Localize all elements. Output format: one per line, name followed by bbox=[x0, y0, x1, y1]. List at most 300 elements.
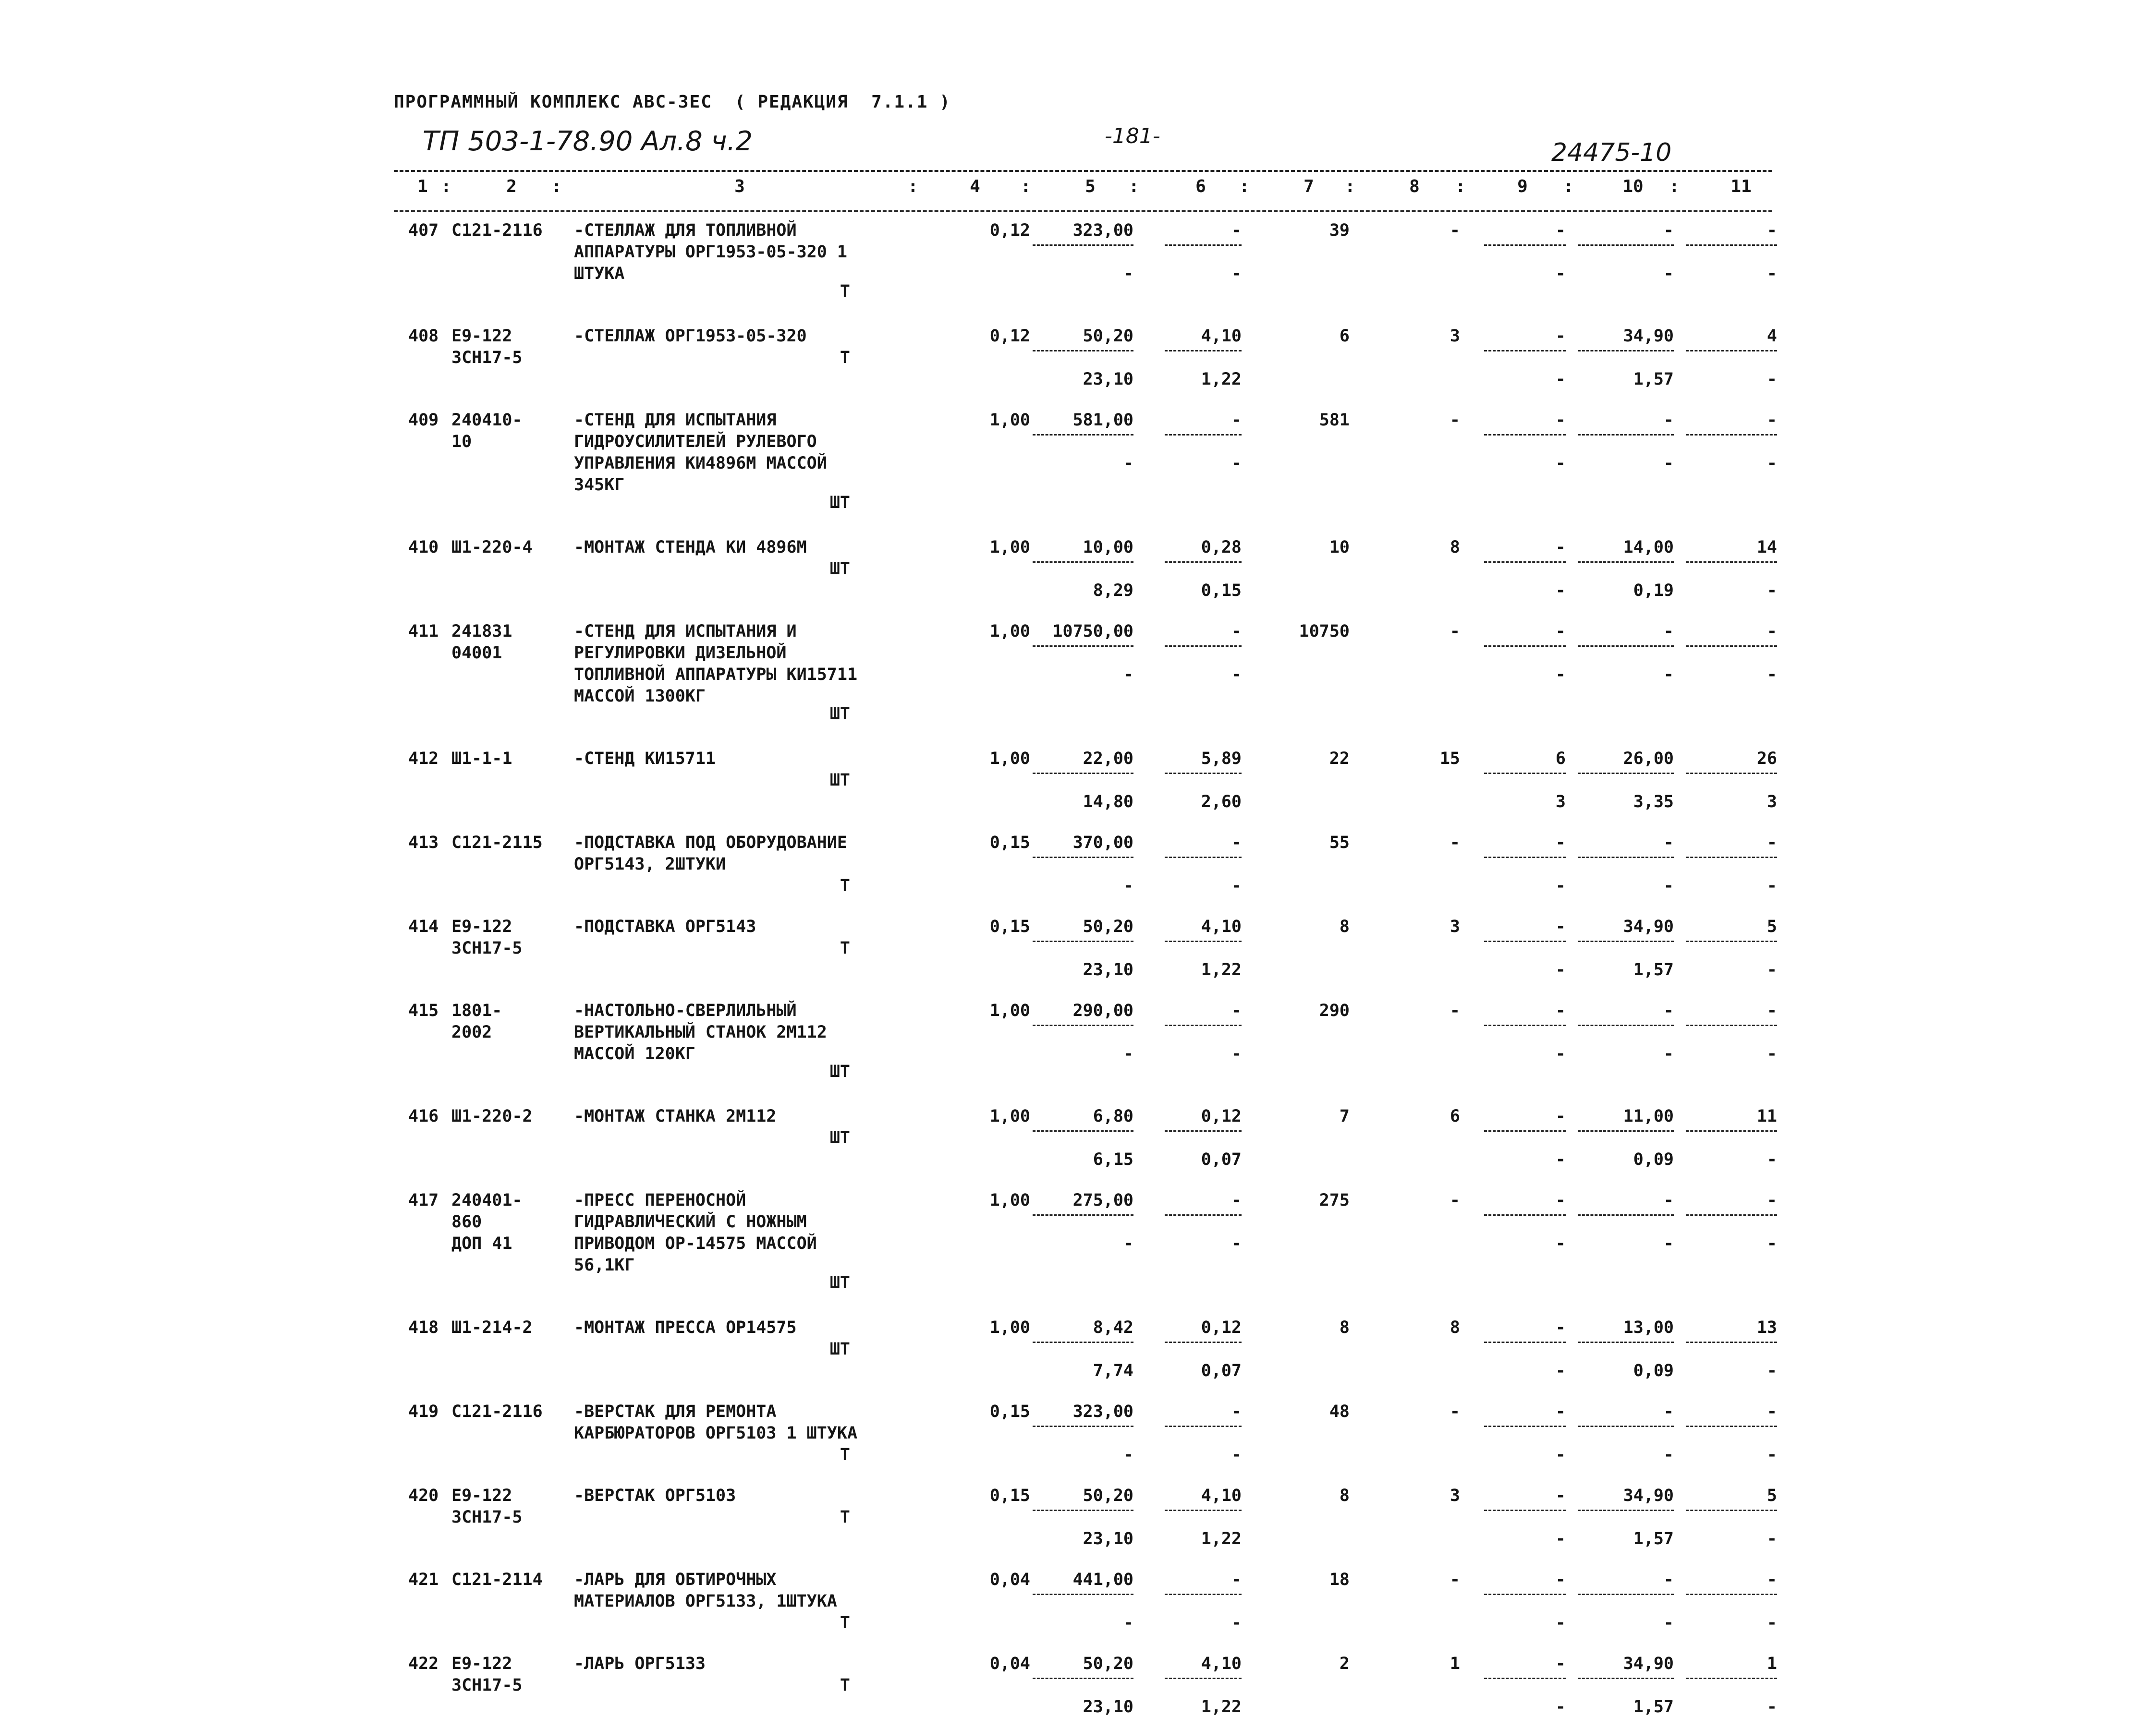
item-description: МАССОЙ 1300КГ bbox=[574, 687, 706, 706]
value-c5-bottom: 8,29 bbox=[1093, 581, 1133, 600]
value-c5-top: 50,20 bbox=[1083, 327, 1133, 346]
resource-code: Ш1-220-2 bbox=[451, 1107, 533, 1126]
value-c11-top: - bbox=[1766, 1402, 1777, 1421]
value-c9-top: - bbox=[1555, 833, 1566, 852]
unit-label: Т bbox=[840, 1445, 850, 1464]
underline-rule bbox=[1033, 350, 1133, 351]
underline-rule bbox=[1165, 645, 1242, 647]
column-separator: : bbox=[1021, 177, 1031, 196]
value-c9-bottom: - bbox=[1555, 1150, 1566, 1169]
value-c11-bottom: - bbox=[1766, 1613, 1777, 1633]
unit-label: Т bbox=[840, 1508, 850, 1527]
value-c9-bottom: - bbox=[1555, 264, 1566, 283]
underline-rule bbox=[1033, 1594, 1133, 1595]
underline-rule bbox=[1165, 941, 1242, 942]
value-c11-top: 13 bbox=[1756, 1318, 1777, 1337]
underline-rule bbox=[1578, 941, 1674, 942]
value-c10-top: 34,90 bbox=[1623, 917, 1674, 936]
value-c9-top: 6 bbox=[1555, 749, 1566, 768]
value-c11-top: 11 bbox=[1756, 1107, 1777, 1126]
column-header-6: 6 bbox=[1195, 177, 1206, 196]
row-number: 419 bbox=[408, 1402, 439, 1421]
value-c11-bottom: - bbox=[1766, 454, 1777, 473]
column-separator: : bbox=[551, 177, 562, 196]
unit-label: Т bbox=[840, 282, 850, 301]
value-c5-bottom: 6,15 bbox=[1093, 1150, 1133, 1169]
column-separator: : bbox=[1669, 177, 1680, 196]
item-description: -ПОДСТАВКА ОРГ5143 bbox=[574, 917, 756, 936]
underline-rule bbox=[1033, 941, 1133, 942]
underline-rule bbox=[1686, 1214, 1777, 1216]
value-c9-bottom: - bbox=[1555, 1234, 1566, 1253]
labor-value: 3 bbox=[1450, 327, 1460, 346]
value-c9-bottom: - bbox=[1555, 960, 1566, 980]
underline-rule bbox=[1165, 1426, 1242, 1427]
underline-rule bbox=[1033, 1130, 1133, 1132]
value-c9-top: - bbox=[1555, 1107, 1566, 1126]
row-number: 420 bbox=[408, 1486, 439, 1505]
value-c6-top: 4,10 bbox=[1201, 1654, 1242, 1673]
total-cost-value: 22 bbox=[1329, 749, 1350, 768]
column-separator: : bbox=[908, 177, 918, 196]
value-c11-bottom: 3 bbox=[1766, 792, 1777, 811]
unit-label: ШТ bbox=[829, 559, 850, 579]
resource-code: 3СН17-5 bbox=[451, 1676, 523, 1695]
row-number: 410 bbox=[408, 538, 439, 557]
row-number: 422 bbox=[408, 1654, 439, 1673]
value-c9-top: - bbox=[1555, 1486, 1566, 1505]
row-number: 409 bbox=[408, 411, 439, 430]
underline-rule bbox=[1484, 561, 1566, 563]
underline-rule bbox=[1165, 350, 1242, 351]
value-c11-bottom: - bbox=[1766, 264, 1777, 283]
unit-label: ШТ bbox=[829, 704, 850, 724]
value-c11-bottom: - bbox=[1766, 581, 1777, 600]
item-description: -СТЕЛЛАЖ ДЛЯ ТОПЛИВНОЙ bbox=[574, 221, 797, 240]
column-separator: : bbox=[1345, 177, 1355, 196]
resource-code: Е9-122 bbox=[451, 917, 512, 936]
value-c9-bottom: - bbox=[1555, 1445, 1566, 1464]
labor-value: 1 bbox=[1450, 1654, 1460, 1673]
value-c9-bottom: - bbox=[1555, 370, 1566, 389]
value-c9-top: - bbox=[1555, 1001, 1566, 1020]
value-c5-bottom: - bbox=[1123, 1234, 1133, 1253]
value-c10-bottom: 0,09 bbox=[1633, 1361, 1674, 1380]
underline-rule bbox=[1686, 1426, 1777, 1427]
value-c5-top: 50,20 bbox=[1083, 1486, 1133, 1505]
resource-code: С121-2115 bbox=[451, 833, 543, 852]
value-c10-bottom: 0,09 bbox=[1633, 1150, 1674, 1169]
labor-value: - bbox=[1450, 1570, 1460, 1589]
value-c5-top: 10750,00 bbox=[1052, 622, 1133, 641]
item-description: -МОНТАЖ ПРЕССА ОР14575 bbox=[574, 1318, 797, 1337]
unit-label: Т bbox=[840, 1676, 850, 1695]
quantity-value: 1,00 bbox=[989, 749, 1030, 768]
underline-rule bbox=[1033, 773, 1133, 774]
underline-rule bbox=[1578, 1678, 1674, 1679]
underline-rule bbox=[1033, 244, 1133, 246]
value-c5-bottom: 14,80 bbox=[1083, 792, 1133, 811]
value-c11-top: - bbox=[1766, 833, 1777, 852]
value-c10-bottom: - bbox=[1663, 264, 1674, 283]
item-description: -СТЕНД КИ15711 bbox=[574, 749, 716, 768]
value-c10-bottom: - bbox=[1663, 1234, 1674, 1253]
value-c5-bottom: 23,10 bbox=[1083, 1697, 1133, 1717]
value-c5-top: 441,00 bbox=[1072, 1570, 1133, 1589]
quantity-value: 0,04 bbox=[989, 1654, 1030, 1673]
total-cost-value: 39 bbox=[1329, 221, 1350, 240]
underline-rule bbox=[1165, 561, 1242, 563]
resource-code: 240410- bbox=[451, 411, 523, 430]
row-number: 407 bbox=[408, 221, 439, 240]
underline-rule bbox=[1165, 1025, 1242, 1026]
quantity-value: 1,00 bbox=[989, 1318, 1030, 1337]
resource-code: 3СН17-5 bbox=[451, 348, 523, 367]
labor-value: - bbox=[1450, 1191, 1460, 1210]
column-header-3: 3 bbox=[734, 177, 745, 196]
row-number: 417 bbox=[408, 1191, 439, 1210]
value-c9-bottom: - bbox=[1555, 1361, 1566, 1380]
underline-rule bbox=[1484, 434, 1566, 436]
value-c6-top: - bbox=[1231, 833, 1242, 852]
column-header-11: 11 bbox=[1730, 177, 1752, 196]
value-c5-bottom: - bbox=[1123, 876, 1133, 895]
column-separator: : bbox=[1239, 177, 1250, 196]
resource-code: 2002 bbox=[451, 1023, 492, 1042]
value-c10-top: - bbox=[1663, 1402, 1674, 1421]
value-c11-bottom: - bbox=[1766, 1697, 1777, 1717]
labor-value: 3 bbox=[1450, 917, 1460, 936]
value-c11-top: 5 bbox=[1766, 917, 1777, 936]
unit-label: ШТ bbox=[829, 1273, 850, 1293]
value-c6-top: 4,10 bbox=[1201, 327, 1242, 346]
unit-label: Т bbox=[840, 1613, 850, 1633]
value-c9-top: - bbox=[1555, 1318, 1566, 1337]
underline-rule bbox=[1578, 1426, 1674, 1427]
item-description: ШТУКА bbox=[574, 264, 625, 283]
total-cost-value: 48 bbox=[1329, 1402, 1350, 1421]
item-description: 345КГ bbox=[574, 475, 625, 495]
value-c6-bottom: 1,22 bbox=[1201, 1529, 1242, 1549]
item-description: 56,1КГ bbox=[574, 1256, 635, 1275]
underline-rule bbox=[1578, 857, 1674, 858]
column-separator: : bbox=[441, 177, 451, 196]
value-c11-top: 1 bbox=[1766, 1654, 1777, 1673]
value-c9-top: - bbox=[1555, 1402, 1566, 1421]
labor-value: 3 bbox=[1450, 1486, 1460, 1505]
underline-rule bbox=[1033, 1342, 1133, 1343]
underline-rule bbox=[1484, 350, 1566, 351]
value-c10-top: - bbox=[1663, 1570, 1674, 1589]
item-description: ГИДРАВЛИЧЕСКИЙ С НОЖНЫМ bbox=[574, 1212, 807, 1232]
underline-rule bbox=[1578, 773, 1674, 774]
underline-rule bbox=[1484, 1342, 1566, 1343]
underline-rule bbox=[1033, 1025, 1133, 1026]
value-c9-bottom: - bbox=[1555, 454, 1566, 473]
item-description: КАРБЮРАТОРОВ ОРГ5103 1 ШТУКА bbox=[574, 1424, 858, 1443]
resource-code: С121-2116 bbox=[451, 1402, 543, 1421]
underline-rule bbox=[1484, 773, 1566, 774]
underline-rule bbox=[1578, 1130, 1674, 1132]
value-c9-bottom: - bbox=[1555, 1613, 1566, 1633]
labor-value: - bbox=[1450, 221, 1460, 240]
underline-rule bbox=[1165, 1510, 1242, 1511]
item-description: -ЛАРЬ ОРГ5133 bbox=[574, 1654, 706, 1673]
underline-rule bbox=[1484, 857, 1566, 858]
value-c11-bottom: - bbox=[1766, 1445, 1777, 1464]
item-description: -ЛАРЬ ДЛЯ ОБТИРОЧНЫХ bbox=[574, 1570, 777, 1589]
value-c6-top: 0,12 bbox=[1201, 1318, 1242, 1337]
total-cost-value: 581 bbox=[1319, 411, 1350, 430]
underline-rule bbox=[1686, 1594, 1777, 1595]
value-c11-bottom: - bbox=[1766, 1150, 1777, 1169]
resource-code: Е9-122 bbox=[451, 1654, 512, 1673]
underline-rule bbox=[1686, 350, 1777, 351]
underline-rule bbox=[1686, 857, 1777, 858]
underline-rule bbox=[1578, 1025, 1674, 1026]
header-rule-bottom bbox=[394, 210, 1772, 212]
labor-value: - bbox=[1450, 411, 1460, 430]
quantity-value: 0,15 bbox=[989, 917, 1030, 936]
row-number: 414 bbox=[408, 917, 439, 936]
value-c10-top: 14,00 bbox=[1623, 538, 1674, 557]
value-c5-bottom: - bbox=[1123, 665, 1133, 684]
total-cost-value: 290 bbox=[1319, 1001, 1350, 1020]
value-c9-top: - bbox=[1555, 1654, 1566, 1673]
quantity-value: 1,00 bbox=[989, 1107, 1030, 1126]
underline-rule bbox=[1686, 434, 1777, 436]
total-cost-value: 2 bbox=[1339, 1654, 1350, 1673]
value-c11-bottom: - bbox=[1766, 1361, 1777, 1380]
total-cost-value: 6 bbox=[1339, 327, 1350, 346]
value-c5-bottom: 23,10 bbox=[1083, 960, 1133, 980]
value-c10-top: 34,90 bbox=[1623, 1486, 1674, 1505]
column-header-10: 10 bbox=[1622, 177, 1644, 196]
underline-rule bbox=[1033, 857, 1133, 858]
underline-rule bbox=[1686, 941, 1777, 942]
quantity-value: 1,00 bbox=[989, 622, 1030, 641]
total-cost-value: 55 bbox=[1329, 833, 1350, 852]
item-description: ВЕРТИКАЛЬНЫЙ СТАНОК 2М112 bbox=[574, 1023, 827, 1042]
labor-value: 15 bbox=[1439, 749, 1460, 768]
value-c5-top: 275,00 bbox=[1072, 1191, 1133, 1210]
resource-code: 10 bbox=[451, 432, 472, 451]
underline-rule bbox=[1578, 645, 1674, 647]
unit-label: ШТ bbox=[829, 771, 850, 790]
underline-rule bbox=[1686, 1130, 1777, 1132]
column-separator: : bbox=[1455, 177, 1466, 196]
value-c9-top: - bbox=[1555, 221, 1566, 240]
quantity-value: 0,15 bbox=[989, 1402, 1030, 1421]
total-cost-value: 8 bbox=[1339, 1318, 1350, 1337]
value-c9-bottom: - bbox=[1555, 1697, 1566, 1717]
value-c5-top: 8,42 bbox=[1093, 1318, 1133, 1337]
underline-rule bbox=[1484, 1426, 1566, 1427]
labor-value: 6 bbox=[1450, 1107, 1460, 1126]
underline-rule bbox=[1686, 645, 1777, 647]
value-c6-bottom: - bbox=[1231, 454, 1242, 473]
value-c6-top: - bbox=[1231, 1402, 1242, 1421]
value-c10-top: - bbox=[1663, 1001, 1674, 1020]
underline-rule bbox=[1165, 244, 1242, 246]
unit-label: Т bbox=[840, 876, 850, 895]
underline-rule bbox=[1484, 1510, 1566, 1511]
value-c11-bottom: - bbox=[1766, 1234, 1777, 1253]
value-c10-top: 11,00 bbox=[1623, 1107, 1674, 1126]
underline-rule bbox=[1484, 941, 1566, 942]
column-header-7: 7 bbox=[1303, 177, 1314, 196]
unit-label: Т bbox=[840, 348, 850, 367]
underline-rule bbox=[1033, 434, 1133, 436]
value-c10-top: - bbox=[1663, 622, 1674, 641]
project-code: ТП 503-1-78.90 Ал.8 ч.2 bbox=[423, 126, 753, 157]
value-c9-bottom: - bbox=[1555, 581, 1566, 600]
value-c5-bottom: 23,10 bbox=[1083, 1529, 1133, 1549]
underline-rule bbox=[1484, 1678, 1566, 1679]
value-c11-top: - bbox=[1766, 221, 1777, 240]
resource-code: Ш1-214-2 bbox=[451, 1318, 533, 1337]
unit-label: ШТ bbox=[829, 1062, 850, 1081]
resource-code: ДОП 41 bbox=[451, 1234, 512, 1253]
underline-rule bbox=[1484, 1594, 1566, 1595]
quantity-value: 0,12 bbox=[989, 327, 1030, 346]
value-c5-top: 6,80 bbox=[1093, 1107, 1133, 1126]
value-c5-top: 323,00 bbox=[1072, 221, 1133, 240]
underline-rule bbox=[1033, 645, 1133, 647]
row-number: 411 bbox=[408, 622, 439, 641]
value-c11-bottom: - bbox=[1766, 1529, 1777, 1549]
underline-rule bbox=[1686, 244, 1777, 246]
labor-value: - bbox=[1450, 1001, 1460, 1020]
underline-rule bbox=[1686, 773, 1777, 774]
underline-rule bbox=[1578, 561, 1674, 563]
edition-label: ( РЕДАКЦИЯ 7.1.1 ) bbox=[735, 92, 951, 112]
item-description: -СТЕЛЛАЖ ОРГ1953-05-320 bbox=[574, 327, 807, 346]
item-description: УПРАВЛЕНИЯ КИ4896М МАССОЙ bbox=[574, 454, 827, 473]
value-c6-top: 4,10 bbox=[1201, 917, 1242, 936]
value-c11-bottom: - bbox=[1766, 876, 1777, 895]
value-c10-bottom: 0,19 bbox=[1633, 581, 1674, 600]
value-c5-bottom: - bbox=[1123, 454, 1133, 473]
underline-rule bbox=[1578, 244, 1674, 246]
value-c10-bottom: - bbox=[1663, 876, 1674, 895]
value-c9-top: - bbox=[1555, 538, 1566, 557]
value-c6-bottom: 0,07 bbox=[1201, 1361, 1242, 1380]
value-c9-top: - bbox=[1555, 327, 1566, 346]
value-c11-top: 5 bbox=[1766, 1486, 1777, 1505]
underline-rule bbox=[1578, 1342, 1674, 1343]
unit-label: ШТ bbox=[829, 1128, 850, 1148]
underline-rule bbox=[1033, 561, 1133, 563]
value-c11-top: - bbox=[1766, 1191, 1777, 1210]
resource-code: Ш1-1-1 bbox=[451, 749, 512, 768]
quantity-value: 1,00 bbox=[989, 1191, 1030, 1210]
underline-rule bbox=[1165, 434, 1242, 436]
value-c11-top: - bbox=[1766, 1001, 1777, 1020]
total-cost-value: 10 bbox=[1329, 538, 1350, 557]
value-c6-top: 4,10 bbox=[1201, 1486, 1242, 1505]
value-c9-top: - bbox=[1555, 1191, 1566, 1210]
value-c10-bottom: - bbox=[1663, 454, 1674, 473]
value-c5-top: 10,00 bbox=[1083, 538, 1133, 557]
value-c5-top: 50,20 bbox=[1083, 1654, 1133, 1673]
value-c10-bottom: 1,57 bbox=[1633, 370, 1674, 389]
underline-rule bbox=[1578, 434, 1674, 436]
row-number: 418 bbox=[408, 1318, 439, 1337]
resource-code: 241831 bbox=[451, 622, 512, 641]
unit-label: Т bbox=[840, 939, 850, 958]
value-c6-top: - bbox=[1231, 1191, 1242, 1210]
item-description: АППАРАТУРЫ ОРГ1953-05-320 1 bbox=[574, 242, 847, 262]
value-c10-top: - bbox=[1663, 833, 1674, 852]
underline-rule bbox=[1033, 1678, 1133, 1679]
column-separator: : bbox=[1129, 177, 1139, 196]
value-c6-top: 0,12 bbox=[1201, 1107, 1242, 1126]
value-c5-top: 323,00 bbox=[1072, 1402, 1133, 1421]
resource-code: 240401- bbox=[451, 1191, 523, 1210]
total-cost-value: 7 bbox=[1339, 1107, 1350, 1126]
value-c10-bottom: 1,57 bbox=[1633, 960, 1674, 980]
value-c6-bottom: 1,22 bbox=[1201, 1697, 1242, 1717]
item-description: -МОНТАЖ СТЕНДА КИ 4896М bbox=[574, 538, 807, 557]
item-description: -СТЕНД ДЛЯ ИСПЫТАНИЯ bbox=[574, 411, 777, 430]
value-c9-top: - bbox=[1555, 411, 1566, 430]
underline-rule bbox=[1165, 1594, 1242, 1595]
page-number: -181- bbox=[1105, 124, 1160, 148]
value-c5-bottom: - bbox=[1123, 1445, 1133, 1464]
resource-code: Е9-122 bbox=[451, 327, 512, 346]
item-description: -НАСТОЛЬНО-СВЕРЛИЛЬНЫЙ bbox=[574, 1001, 797, 1020]
resource-code: 860 bbox=[451, 1212, 482, 1232]
value-c9-bottom: - bbox=[1555, 876, 1566, 895]
value-c5-bottom: 7,74 bbox=[1093, 1361, 1133, 1380]
total-cost-value: 8 bbox=[1339, 1486, 1350, 1505]
value-c10-top: - bbox=[1663, 221, 1674, 240]
value-c11-top: - bbox=[1766, 622, 1777, 641]
value-c10-bottom: 1,57 bbox=[1633, 1529, 1674, 1549]
value-c10-top: 26,00 bbox=[1623, 749, 1674, 768]
underline-rule bbox=[1484, 1214, 1566, 1216]
value-c5-bottom: - bbox=[1123, 1613, 1133, 1633]
value-c11-top: 14 bbox=[1756, 538, 1777, 557]
quantity-value: 1,00 bbox=[989, 1001, 1030, 1020]
value-c6-bottom: - bbox=[1231, 665, 1242, 684]
value-c9-top: - bbox=[1555, 622, 1566, 641]
value-c6-bottom: 2,60 bbox=[1201, 792, 1242, 811]
underline-rule bbox=[1165, 773, 1242, 774]
value-c6-bottom: 1,22 bbox=[1201, 370, 1242, 389]
value-c6-bottom: - bbox=[1231, 264, 1242, 283]
value-c11-top: 26 bbox=[1756, 749, 1777, 768]
value-c6-bottom: 1,22 bbox=[1201, 960, 1242, 980]
underline-rule bbox=[1033, 1426, 1133, 1427]
item-description: -ПОДСТАВКА ПОД ОБОРУДОВАНИЕ bbox=[574, 833, 847, 852]
value-c6-top: 5,89 bbox=[1201, 749, 1242, 768]
total-cost-value: 275 bbox=[1319, 1191, 1350, 1210]
value-c6-bottom: - bbox=[1231, 1044, 1242, 1064]
underline-rule bbox=[1165, 857, 1242, 858]
value-c11-bottom: - bbox=[1766, 665, 1777, 684]
value-c9-bottom: 3 bbox=[1555, 792, 1566, 811]
value-c6-bottom: - bbox=[1231, 1613, 1242, 1633]
value-c6-top: 0,28 bbox=[1201, 538, 1242, 557]
item-description: МАТЕРИАЛОВ ОРГ5133, 1ШТУКА bbox=[574, 1592, 837, 1611]
row-number: 416 bbox=[408, 1107, 439, 1126]
quantity-value: 0,04 bbox=[989, 1570, 1030, 1589]
value-c11-bottom: - bbox=[1766, 1044, 1777, 1064]
resource-code: 3СН17-5 bbox=[451, 939, 523, 958]
underline-rule bbox=[1484, 244, 1566, 246]
